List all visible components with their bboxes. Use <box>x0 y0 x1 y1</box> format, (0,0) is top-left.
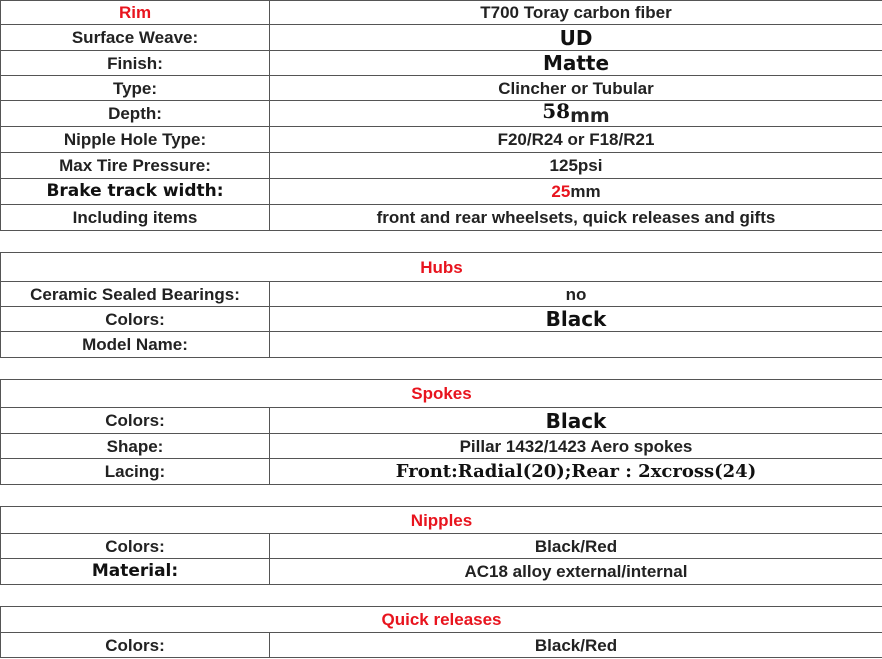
spacer-cell <box>1 585 882 607</box>
quick-releases-heading: Quick releases <box>1 607 882 633</box>
spec-value: no <box>270 282 882 307</box>
spec-value: Pillar 1432/1423 Aero spokes <box>270 434 882 459</box>
quick-releases-header-row <box>1 607 882 633</box>
brake-track-value <box>270 179 882 205</box>
spacer-row <box>1 585 882 607</box>
hubs-heading: Hubs <box>1 253 882 282</box>
spacer-row <box>1 231 882 253</box>
depth-value <box>270 101 882 127</box>
spec-label: Ceramic Sealed Bearings: <box>1 282 270 307</box>
table-row <box>1 282 882 307</box>
spec-value: Matte <box>270 51 882 76</box>
nipples-header-row <box>1 507 882 534</box>
spec-label: Lacing: <box>1 459 270 485</box>
table-row <box>1 307 882 332</box>
table-row <box>1 434 882 459</box>
spec-label: Max Tire Pressure: <box>1 153 270 179</box>
table-row <box>1 408 882 434</box>
table-row <box>1 459 882 485</box>
spokes-header-row <box>1 380 882 408</box>
hubs-header-row <box>1 253 882 282</box>
rim-header-row <box>1 1 882 25</box>
spec-label: Colors: <box>1 534 270 559</box>
table-row <box>1 127 882 153</box>
spacer-cell <box>1 231 882 253</box>
spec-value: Black <box>270 307 882 332</box>
brake-track-number: 25 <box>551 182 571 201</box>
spec-label: Material: <box>1 559 270 585</box>
spec-label: Brake track width: <box>1 179 270 205</box>
spec-value: Clincher or Tubular <box>270 76 882 101</box>
table-row <box>1 205 882 231</box>
spec-label: Model Name: <box>1 332 270 358</box>
spec-label: Depth: <box>1 101 270 127</box>
spec-value: Black/Red <box>270 534 882 559</box>
spec-label: Finish: <box>1 51 270 76</box>
spacer-row <box>1 358 882 380</box>
table-row <box>1 332 882 358</box>
spec-label: Colors: <box>1 408 270 434</box>
spec-label: Nipple Hole Type: <box>1 127 270 153</box>
rim-material: T700 Toray carbon fiber <box>270 1 882 25</box>
table-row <box>1 25 882 51</box>
table-row <box>1 633 882 658</box>
spec-value: Black <box>270 408 882 434</box>
spacer-row <box>1 485 882 507</box>
spokes-heading: Spokes <box>1 380 882 408</box>
spec-value: AC18 alloy external/internal <box>270 559 882 585</box>
table-row <box>1 101 882 127</box>
spec-label: Shape: <box>1 434 270 459</box>
spacer-cell <box>1 358 882 380</box>
table-row <box>1 51 882 76</box>
spec-value: 125psi <box>270 153 882 179</box>
depth-unit: mm <box>570 105 610 127</box>
depth-number: 58 <box>542 100 571 123</box>
brake-track-unit: mm <box>570 182 601 201</box>
spec-value: F20/R24 or F18/R21 <box>270 127 882 153</box>
rim-heading: Rim <box>1 1 270 25</box>
table-row <box>1 153 882 179</box>
spec-value: UD <box>270 25 882 51</box>
spec-label: Colors: <box>1 633 270 658</box>
spec-value: Front:Radial(20);Rear : 2xcross(24) <box>270 459 882 485</box>
spec-value: front and rear wheelsets, quick releases and gifts <box>270 205 882 231</box>
spec-value <box>270 332 882 358</box>
spec-label: Type: <box>1 76 270 101</box>
spec-label: Including items <box>1 205 270 231</box>
table-row <box>1 179 882 205</box>
spec-value: Black/Red <box>270 633 882 658</box>
nipples-heading: Nipples <box>1 507 882 534</box>
spec-label: Colors: <box>1 307 270 332</box>
spec-label: Surface Weave: <box>1 25 270 51</box>
spacer-cell <box>1 485 882 507</box>
table-row <box>1 534 882 559</box>
table-row <box>1 76 882 101</box>
table-row <box>1 559 882 585</box>
